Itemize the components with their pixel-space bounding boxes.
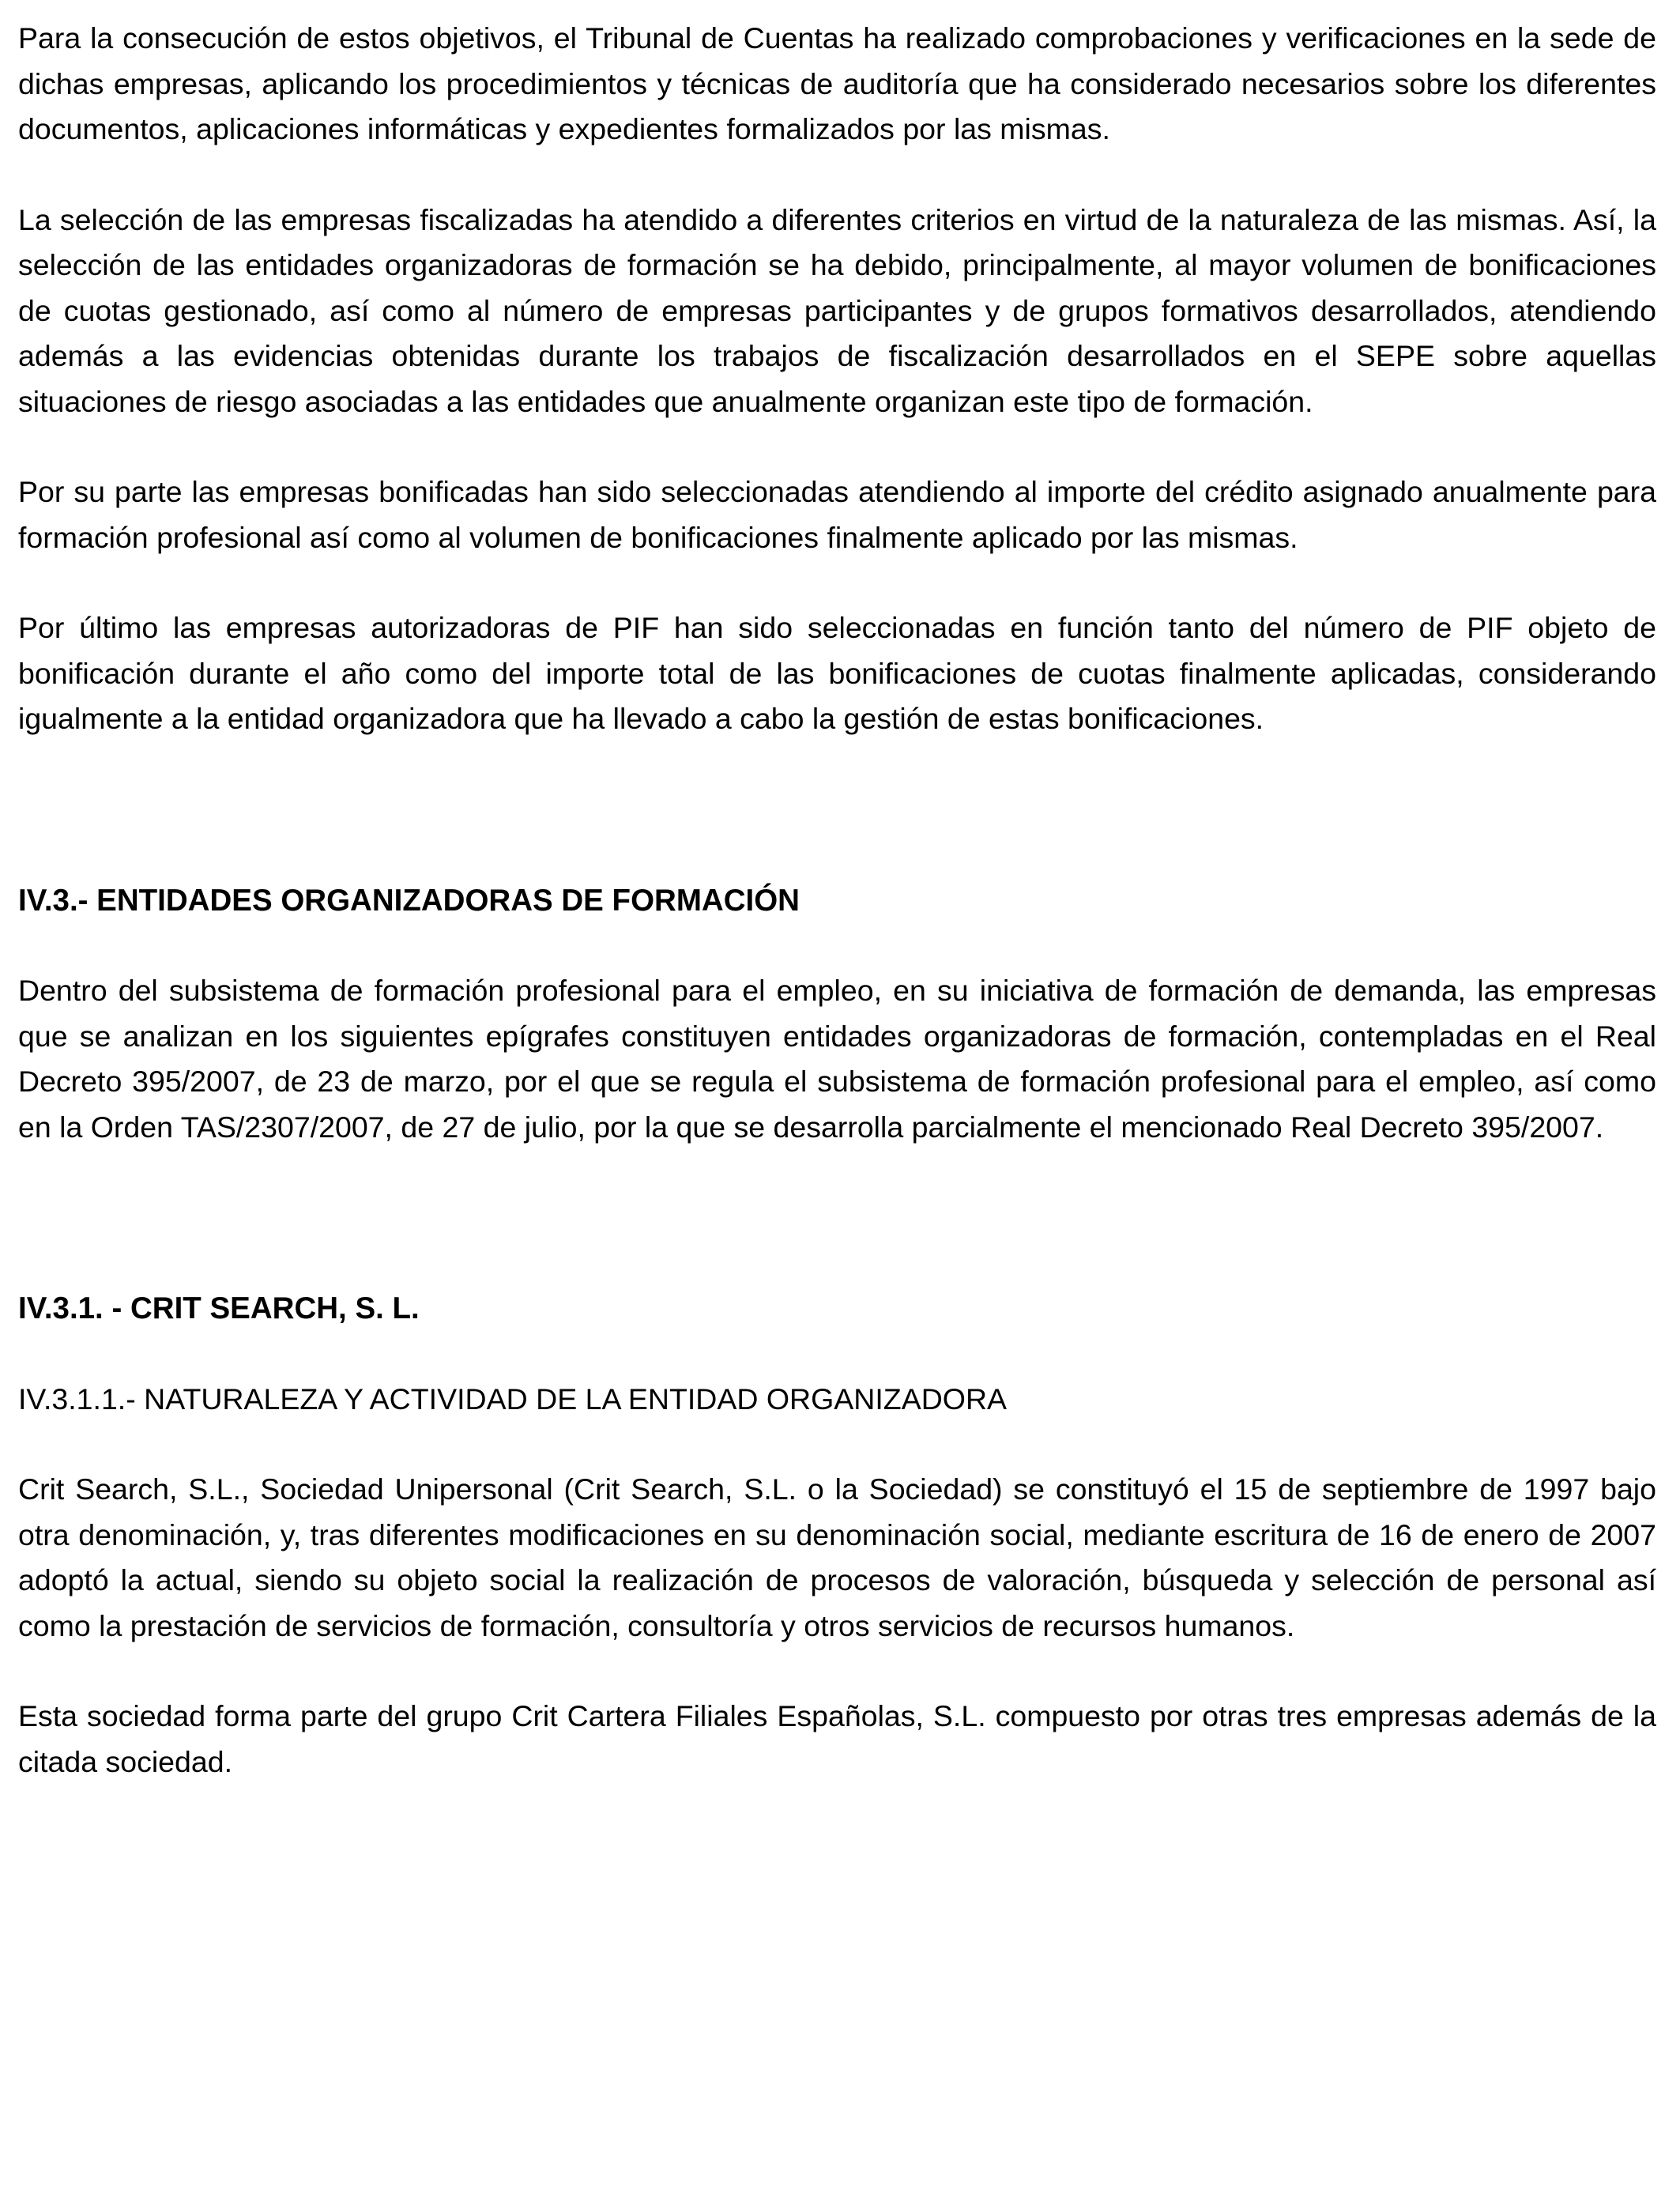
section-heading-iv31: IV.3.1. - CRIT SEARCH, S. L. <box>18 1291 420 1325</box>
section-iv311-paragraph-2: Esta sociedad forma parte del grupo Crit Cartera Filiales Españolas, S.L. compuesto por otras tres empresas además de la citada sociedad. <box>18 1699 1656 1778</box>
section-iv311-paragraph-1: Crit Search, S.L., Sociedad Unipersonal (Crit Search, S.L. o la Sociedad) se constituyó el 15 de septiembre de 1997 bajo otra denominación, y, tras diferentes modificaciones en su denominación social, mediante escritura de 16 de enero de 2007 adoptó la actual, siendo su objeto social la realización de procesos de valoración, búsqueda y selección de personal así como la prestación de servicios de formación, consultoría y otros servicios de recursos humanos. <box>18 1472 1656 1642</box>
intro-paragraph-4: Por último las empresas autorizadoras de PIF han sido seleccionadas en función tanto del número de PIF objeto de bonificación durante el año como del importe total de las bonificaciones de cuotas finalmente aplicadas, considerando igualmente a la entidad organizadora que ha llevado a cabo la gestión de estas bonificaciones. <box>18 611 1656 735</box>
section-heading-iv3: IV.3.- ENTIDADES ORGANIZADORAS DE FORMACIÓN <box>18 883 800 918</box>
subsection-heading-iv311: IV.3.1.1.- NATURALEZA Y ACTIVIDAD DE LA ENTIDAD ORGANIZADORA <box>18 1382 1008 1416</box>
section-iv3-paragraph: Dentro del subsistema de formación profesional para el empleo, en su iniciativa de formación de demanda, las empresas que se analizan en los siguientes epígrafes constituyen entidades organizadoras de formación, contempladas en el Real Decreto 395/2007, de 23 de marzo, por el que se regula el subsistema de formación profesional para el empleo, así como en la Orden TAS/2307/2007, de 27 de julio, por la que se desarrolla parcialmente el mencionado Real Decreto 395/2007. <box>18 974 1656 1144</box>
intro-paragraph-2: La selección de las empresas fiscalizadas ha atendido a diferentes criterios en virtud de la naturaleza de las mismas. Así, la selección de las entidades organizadoras de formación se ha debido, principalmente, al mayor volumen de bonificaciones de cuotas gestionado, así como al número de empresas participantes y de grupos formativos desarrollados, atendiendo además a las evidencias obtenidas durante los trabajos de fiscalización desarrollados en el SEPE sobre aquellas situaciones de riesgo asociadas a las entidades que anualmente organizan este tipo de formación. <box>18 202 1656 418</box>
intro-paragraph-1: Para la consecución de estos objetivos, el Tribunal de Cuentas ha realizado comprobaciones y verificaciones en la sede de dichas empresas, aplicando los procedimientos y técnicas de auditoría que ha considerado necesarios sobre los diferentes documentos, aplicaciones informáticas y expedientes formalizados por las mismas. <box>18 21 1656 145</box>
intro-paragraph-3: Por su parte las empresas bonificadas han sido seleccionadas atendiendo al importe del crédito asignado anualmente para formación profesional así como al volumen de bonificaciones finalmente aplicado por las mismas. <box>18 475 1656 554</box>
document-page <box>18 16 1656 1785</box>
